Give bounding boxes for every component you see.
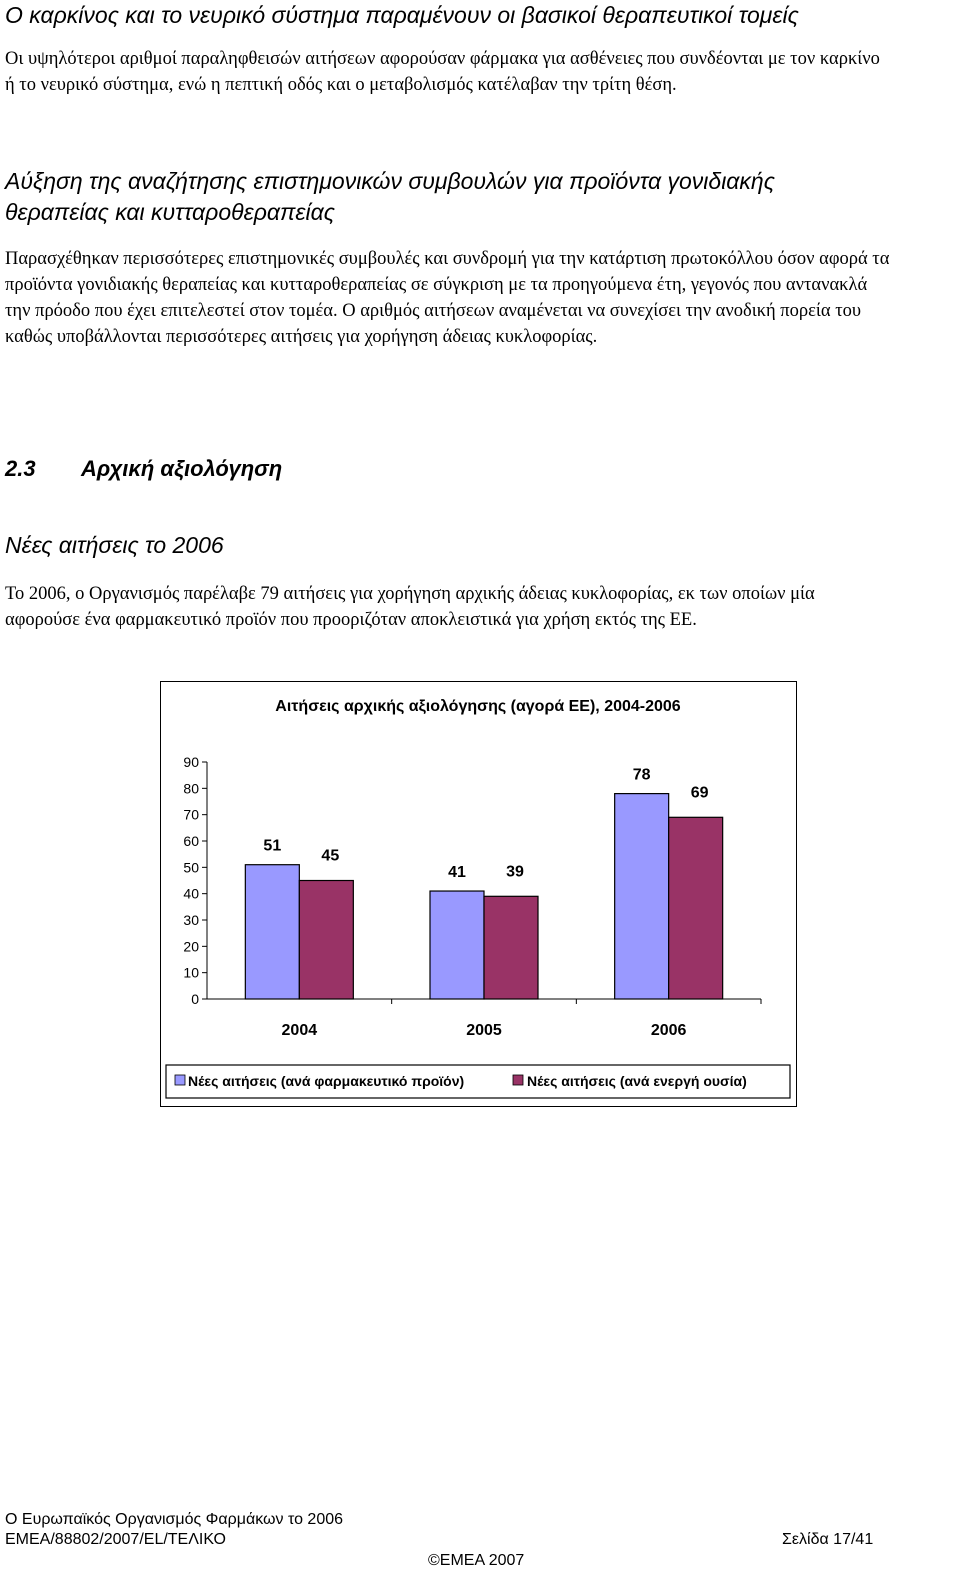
footer-doc-ref: EMEA/88802/2007/EL/ΤΕΛΙΚΟ — [5, 1531, 226, 1548]
heading-gene-therapy-advice: Αύξηση της αναζήτησης επιστημονικών συμβουλών για προϊόντα γονιδιακής θεραπείας και κυτταροθεραπείας — [5, 168, 775, 225]
legend-swatch-product — [175, 1075, 185, 1085]
data-label: 45 — [321, 847, 340, 865]
bar — [245, 865, 299, 999]
y-tick-label: 50 — [183, 859, 199, 876]
legend-swatch-substance — [513, 1075, 523, 1085]
footer-organisation: Ο Ευρωπαϊκός Οργανισμός Φαρμάκων το 2006 — [5, 1511, 344, 1528]
bar — [615, 794, 669, 999]
bar — [669, 817, 723, 999]
data-label: 39 — [506, 863, 524, 881]
heading-new-applications-2006: Νέες αιτήσεις το 2006 — [5, 532, 224, 558]
bar — [299, 881, 353, 1000]
footer-copyright: ©EMEA 2007 — [428, 1552, 525, 1569]
section-title: Αρχική αξιολόγηση — [81, 456, 283, 481]
y-tick-label: 40 — [183, 885, 199, 902]
chart-bars — [245, 794, 722, 999]
data-label: 78 — [632, 766, 651, 784]
footer-page-number: Σελίδα 17/41 — [782, 1531, 874, 1548]
y-tick-label: 70 — [183, 806, 199, 823]
y-tick-label: 90 — [183, 754, 199, 770]
bar — [484, 896, 538, 999]
data-label: 69 — [690, 784, 709, 802]
data-label: 51 — [263, 837, 282, 855]
paragraph-2006-applications: Το 2006, ο Οργανισμός παρέλαβε 79 αιτήσεις για χορήγηση αρχικής άδειας κυκλοφορίας, εκ των οποίων μία αφορούσε ένα φαρμακευτικό προϊόν που προοριζόταν αποκλειστικά για χρήση εκτός της ΕΕ. — [5, 584, 815, 630]
chart-title: Αιτήσεις αρχικής αξιολόγησης (αγορά ΕΕ), 2004-2006 — [275, 698, 681, 715]
x-tick-label: 2005 — [466, 1022, 502, 1039]
chart-container — [160, 681, 797, 1107]
legend-label-product: Νέες αιτήσεις (ανά φαρμακευτικό προϊόν) — [188, 1073, 465, 1089]
paragraph-scientific-advice: Παρασχέθηκαν περισσότερες επιστημονικές συμβουλές και συνδρομή για την κατάρτιση πρωτοκόλλου όσον αφορά τα προϊόντα γονιδιακής θεραπείας και κυτταροθεραπείας σε σύγκριση με τα προηγούμενα έτη, γεγονός που αντανακλά την πρόοδο που έχει επιτελεστεί στον τομέα. Ο αριθμός αιτήσεων αναμένεται να συνεχίσει την ανοδική πορεία του καθώς υποβάλλονται περισσότερες αιτήσεις για χορήγηση άδειας κυκλοφορίας. — [5, 249, 890, 347]
paragraph-applications: Οι υψηλότεροι αριθμοί παραληφθεισών αιτήσεων αφορούσαν φάρμακα για ασθένειες που συνδέονται με τον καρκίνο ή το νευρικό σύστημα, ενώ η πεπτική οδός και ο μεταβολισμός κατέλαβαν την τρίτη θέση. — [5, 49, 880, 95]
section-number: 2.3 — [5, 456, 36, 481]
x-tick-label: 2004 — [281, 1022, 318, 1039]
bar — [430, 891, 484, 999]
y-tick-label: 0 — [191, 991, 199, 1007]
y-tick-label: 80 — [183, 780, 199, 797]
y-tick-label: 20 — [183, 938, 199, 955]
y-tick-label: 30 — [183, 912, 199, 928]
y-tick-label: 10 — [183, 964, 199, 981]
legend-label-substance: Νέες αιτήσεις (ανά ενεργή ουσία) — [527, 1073, 747, 1089]
y-tick-label: 60 — [183, 833, 199, 849]
section-heading — [5, 456, 282, 482]
heading-cancer-nervous-system: Ο καρκίνος και το νευρικό σύστημα παραμένουν οι βασικοί θεραπευτικοί τομείς — [5, 2, 799, 28]
x-tick-label: 2006 — [650, 1022, 687, 1039]
data-label: 41 — [448, 864, 466, 882]
bar-chart — [161, 682, 795, 1105]
